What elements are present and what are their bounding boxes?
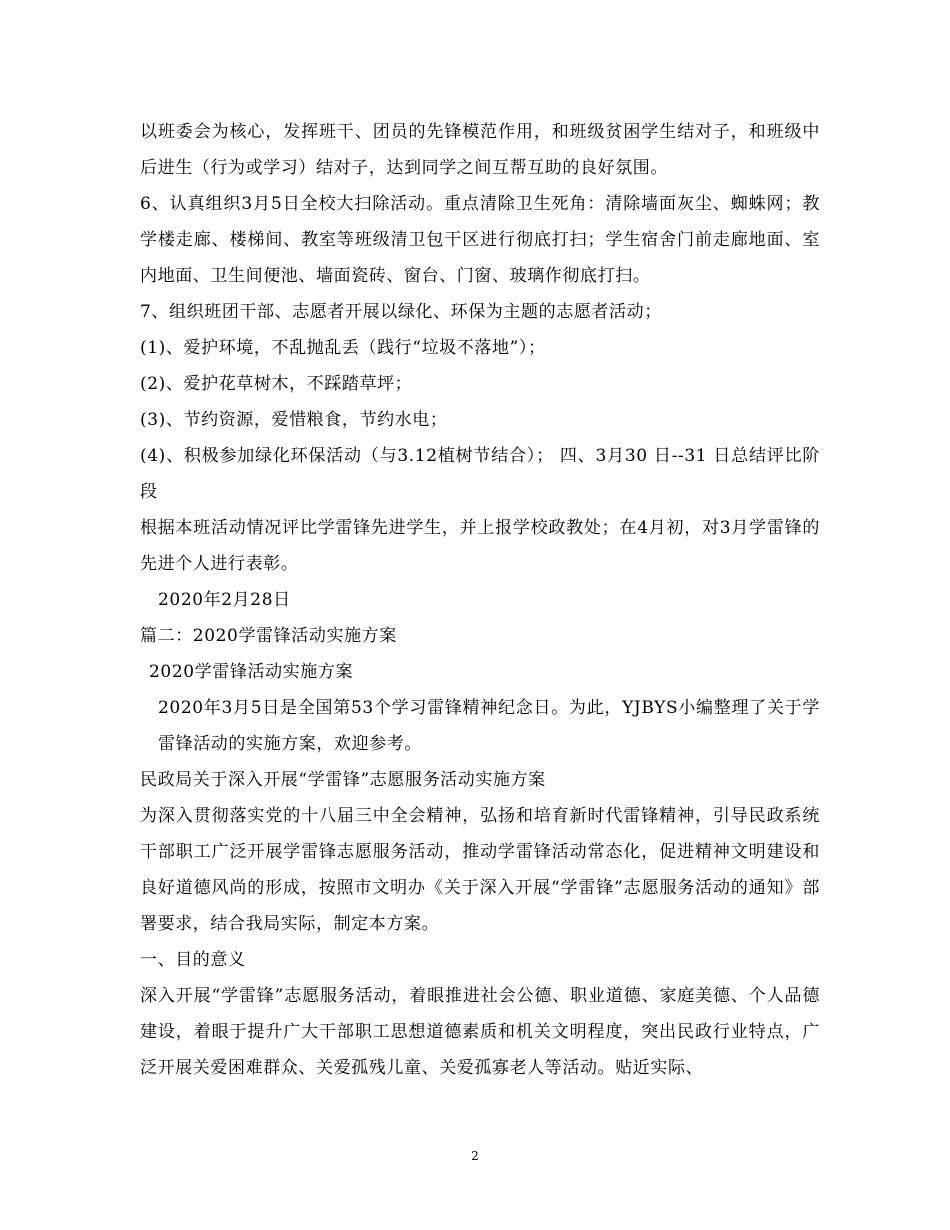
- paragraph-subitem-4: (4)、积极参加绿化环保活动（与3.12植树节结合）； 四、3月30 日--31 日总结评比阶段: [140, 446, 820, 502]
- paragraph-item-6-cleanup: 6、认真组织3月5日全校大扫除活动。重点清除卫生死角：清除墙面灰尘、蜘蛛网；教学楼走廊、楼梯间、教室等班级清卫包干区进行彻底打扫；学生宿舍门前走廊地面、室内地面、卫生间便池、墙面瓷砖、窗台、门窗、玻璃作彻底打扫。: [140, 194, 820, 286]
- paragraph-purpose-statement: 为深入贯彻落实党的十八届三中全会精神，弘扬和培育新时代雷锋精神，引导民政系统干部职工广泛开展学雷锋志愿服务活动，推动学雷锋活动常态化，促进精神文明建设和良好道德风尚的形成，按照市文明办《关于深入开展“学雷锋”志愿服务活动的通知》部署要求，结合我局实际，制定本方案。: [140, 806, 820, 934]
- paragraph-item-7-volunteer: 7、组织班团干部、志愿者开展以绿化、环保为主题的志愿者活动；: [140, 302, 662, 322]
- paragraph-subitem-2: (2)、爱护花草树木，不踩踏草坪；: [140, 374, 413, 394]
- paragraph-date: 2020年2月28日: [158, 590, 291, 610]
- paragraph-plan-title: 2020学雷锋活动实施方案: [149, 662, 354, 682]
- page-number: 2: [471, 1149, 479, 1163]
- paragraph-evaluation: 根据本班活动情况评比学雷锋先进学生，并上报学校政教处；在4月初，对3月学雷锋的先进个人进行表彰。: [140, 518, 820, 574]
- paragraph-chapter-heading: 篇二：2020学雷锋活动实施方案: [140, 626, 397, 646]
- paragraph-intro: 2020年3月5日是全国第53个学习雷锋精神纪念日。为此，YJBYS小编整理了关于学雷锋活动的实施方案，欢迎参考。: [158, 698, 820, 754]
- document-body: [140, 114, 820, 1086]
- paragraph-class-committee: 以班委会为核心，发挥班干、团员的先锋模范作用，和班级贫困学生结对子，和班级中后进生（行为或学习）结对子，达到同学之间互帮互助的良好氛围。: [140, 122, 820, 178]
- paragraph-subitem-1: (1)、爱护环境，不乱抛乱丢（践行“垃圾不落地”）；: [140, 338, 546, 358]
- paragraph-subitem-3: (3)、节约资源，爱惜粮食，节约水电；: [140, 410, 448, 430]
- paragraph-bureau-plan-title: 民政局关于深入开展“学雷锋”志愿服务活动实施方案: [140, 770, 546, 790]
- paragraph-significance: 深入开展“学雷锋”志愿服务活动，着眼推进社会公德、职业道德、家庭美德、个人品德建设，着眼于提升广大干部职工思想道德素质和机关文明程度，突出民政行业特点，广泛开展关爱困难群众、关爱孤残儿童、关爱孤寡老人等活动。贴近实际、: [140, 986, 820, 1078]
- paragraph-section-heading-1: 一、目的意义: [140, 950, 246, 970]
